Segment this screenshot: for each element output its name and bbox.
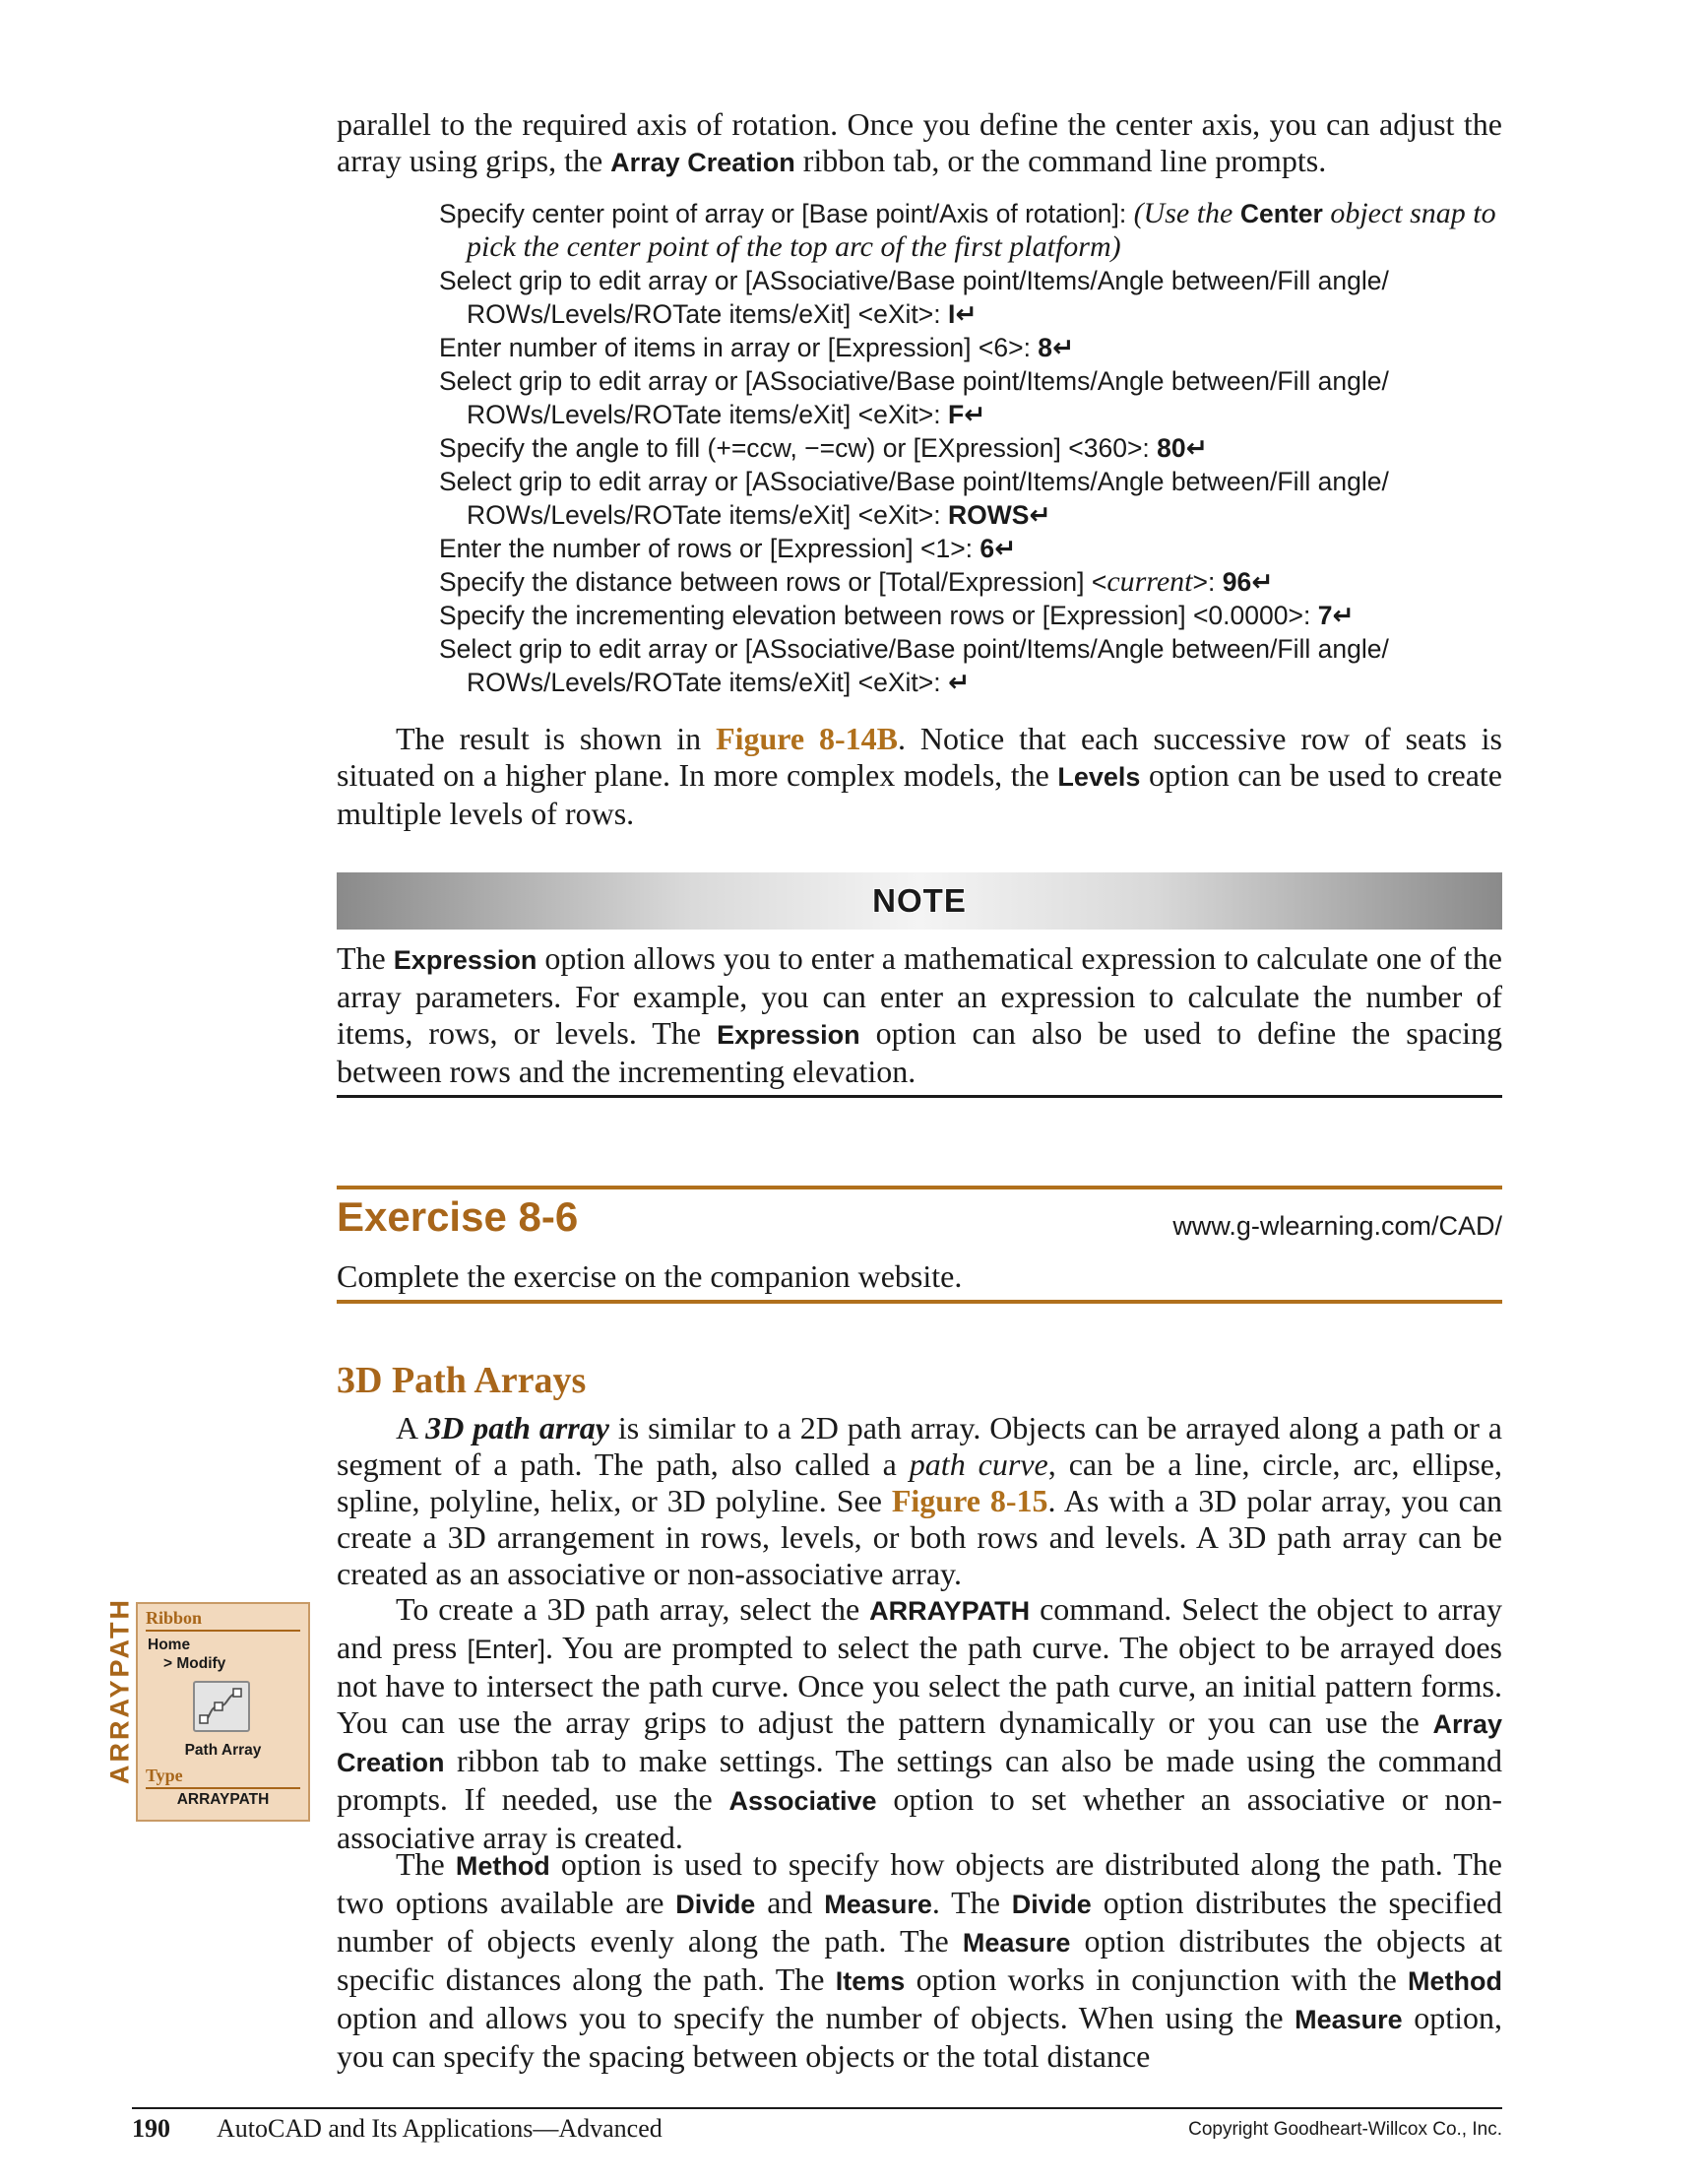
type-command-value: ARRAYPATH: [176, 1791, 270, 1808]
exercise-bottom-rule: [337, 1300, 1502, 1304]
command-prompt-block: [439, 197, 1512, 699]
command-line: Enter number of items in array or [Expression] <6>: 8↵: [439, 333, 1075, 362]
intro-paragraph: [337, 106, 1502, 181]
ribbon-tab-home: Home: [148, 1637, 191, 1653]
command-line: Select grip to edit array or [ASsociative/Base point/Items/Angle between/Fill angle/ ROWs/Levels/ROTate items/eXit] <eXit>: I↵: [439, 266, 1389, 329]
path-array-icon[interactable]: [193, 1681, 250, 1732]
exercise-title: Exercise 8-6: [337, 1193, 579, 1240]
note-bottom-rule: [337, 1095, 1502, 1098]
result-paragraph: The result is shown in Figure 8-14B. Notice that each successive row of seats is situated on a higher plane. In more complex models, the Levels option can be used to create multiple levels of rows.: [337, 721, 1503, 831]
intro-bold-1: Array Creation: [610, 148, 795, 177]
section-paragraph-1: A 3D path array is similar to a 2D path array. Objects can be arrayed along a path or a segment of a path. The path, also called a path curve, can be a line, circle, arc, ellipse, spline, polyline, helix, or 3D polyline. See Figure 8-15. As with a 3D polar array, you can create a 3D arrangement in rows, levels, or both rows and levels. A 3D path array can be created as an associative or non-associative array.: [337, 1410, 1503, 1591]
intro-text-1: parallel to the required axis of rotation. Once you define the center axis, you can adjust the array using grips, the: [337, 106, 1502, 178]
ribbon-header: Ribbon: [146, 1608, 300, 1632]
note-body: The Expression option allows you to enter a mathematical expression to calculate one of the array parameters. For example, you can enter an expression to calculate the number of items, rows, or levels. The Expression option can also be used to define the spacing between rows and the incrementing elevation.: [337, 940, 1503, 1089]
intro-text-2: ribbon tab, or the command line prompts.: [794, 143, 1327, 178]
book-title: AutoCAD and Its Applications—Advanced: [217, 2114, 663, 2143]
command-line: Select grip to edit array or [ASsociative/Base point/Items/Angle between/Fill angle/ ROWs/Levels/ROTate items/eXit] <eXit>: ↵: [439, 634, 1389, 697]
copyright-notice: Copyright Goodheart-Willcox Co., Inc.: [1188, 2119, 1502, 2140]
page-number: 190: [132, 2114, 170, 2143]
figure-reference: Figure 8-14B: [716, 721, 899, 756]
exercise-top-rule: [337, 1186, 1502, 1189]
section-heading: 3D Path Arrays: [337, 1360, 587, 1401]
section-paragraph-2: To create a 3D path array, select the ARRAYPATH command. Select the object to array and press [Enter]. You are prompted to select the path curve. The object to be arrayed does not have to intersect the path curve. Once you select the path curve, an initial pattern forms. You can use the array grips to adjust the pattern dynamically or you can use the Array Creation ribbon tab to make settings. The settings can also be made using the command prompts. If needed, use the Associative option to set whether an associative or non-associative array is created.: [337, 1591, 1503, 1855]
note-title: NOTE: [872, 882, 967, 919]
command-line: Select grip to edit array or [ASsociative/Base point/Items/Angle between/Fill angle/ ROWs/Levels/ROTate items/eXit] <eXit>: F↵: [439, 366, 1389, 429]
footer-rule: [132, 2107, 1502, 2109]
command-line: Specify center point of array or [Base point/Axis of rotation]: (Use the Center object snap to pick the center point of the top arc of the first platform): [439, 197, 1496, 263]
ribbon-panel-modify: > Modify: [163, 1655, 226, 1672]
command-line: Specify the incrementing elevation between rows or [Expression] <0.0000>: 7↵: [439, 601, 1355, 630]
type-header: Type: [146, 1766, 300, 1789]
command-vertical-label: ARRAYPATH: [104, 1596, 135, 1785]
key-term: 3D path array: [425, 1410, 609, 1445]
figure-reference: Figure 8-15: [891, 1483, 1048, 1518]
section-paragraph-3: The Method option is used to specify how objects are distributed along the path. The two options available are Divide and Measure. The Divide option distributes the specified number of objects evenly along the path. The Measure option distributes the objects at specific distances along the path. The Items option works in conjunction with the Method option and allows you to specify the number of objects. When using the Measure option, you can specify the spacing between objects or the total distance: [337, 1846, 1503, 2074]
note-header-bar: [337, 872, 1502, 930]
exercise-text: Complete the exercise on the companion website.: [337, 1258, 963, 1294]
key-enter: [Enter]: [467, 1635, 546, 1664]
path-array-button-label: Path Array: [184, 1742, 262, 1759]
command-line: Select grip to edit array or [ASsociative/Base point/Items/Angle between/Fill angle/ ROWs/Levels/ROTate items/eXit] <eXit>: ROWS↵: [439, 467, 1389, 530]
ribbon-reference-box: [136, 1602, 310, 1822]
exercise-url-link[interactable]: www.g-wlearning.com/CAD/: [1172, 1211, 1502, 1241]
command-line: Enter the number of rows or [Expression] <1>: 6↵: [439, 534, 1017, 563]
command-line: Specify the angle to fill (+=ccw, −=cw) or [EXpression] <360>: 80↵: [439, 433, 1208, 463]
command-line: Specify the distance between rows or [Total/Expression] <current>: 96↵: [439, 565, 1274, 598]
